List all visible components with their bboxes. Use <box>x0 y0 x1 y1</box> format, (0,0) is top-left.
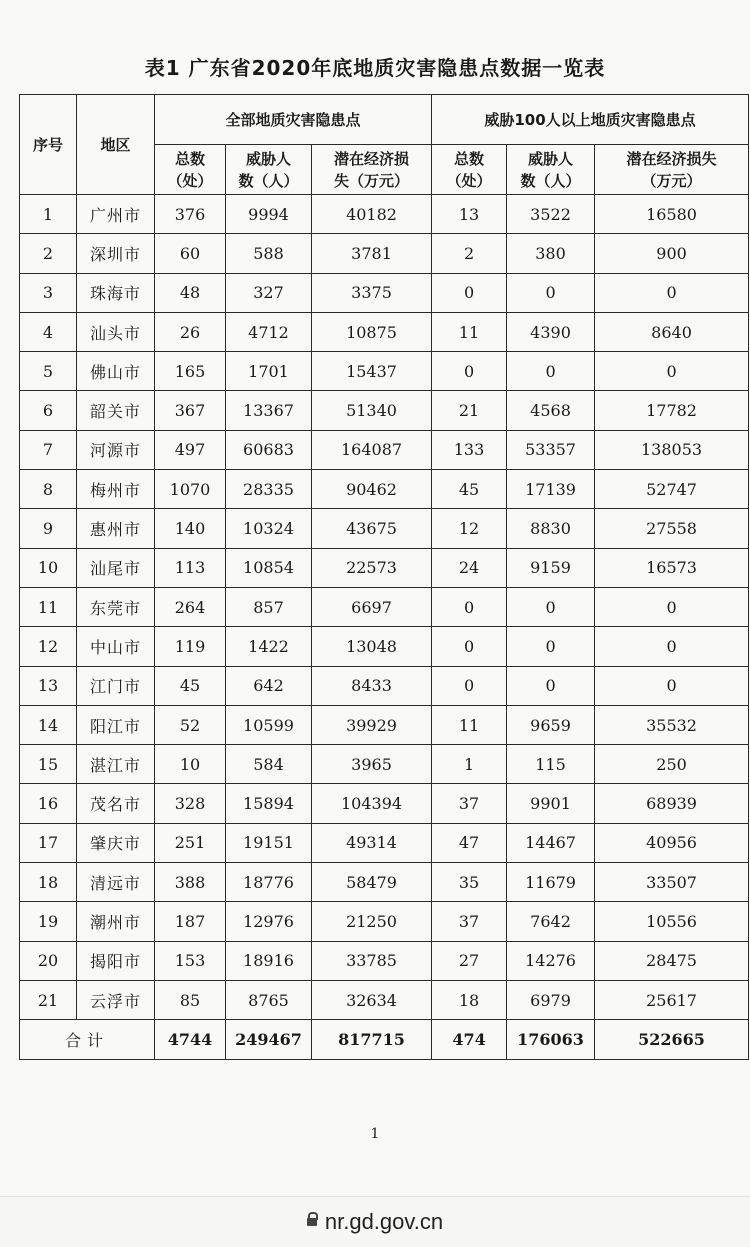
cell-loss-100: 138053 <box>595 430 749 469</box>
cell-count: 119 <box>155 627 226 666</box>
header-count-100: 总数 （处） <box>432 145 507 195</box>
cell-loss-100: 250 <box>595 745 749 784</box>
table-row <box>20 980 749 1019</box>
cell-region: 汕尾市 <box>77 548 155 587</box>
cell-region: 汕头市 <box>77 312 155 351</box>
table-row <box>20 195 749 234</box>
total-loss-100: 522665 <box>595 1020 749 1060</box>
cell-people-100: 380 <box>507 234 595 273</box>
cell-people: 10854 <box>226 548 312 587</box>
cell-loss-100: 52747 <box>595 470 749 509</box>
cell-loss-100: 0 <box>595 587 749 626</box>
cell-count-100: 13 <box>432 195 507 234</box>
cell-count-100: 0 <box>432 627 507 666</box>
cell-count: 367 <box>155 391 226 430</box>
cell-region: 湛江市 <box>77 745 155 784</box>
table-row <box>20 745 749 784</box>
cell-region: 珠海市 <box>77 273 155 312</box>
cell-count: 45 <box>155 666 226 705</box>
cell-loss: 10875 <box>312 312 432 351</box>
cell-people: 60683 <box>226 430 312 469</box>
hazard-data-table <box>19 94 749 1060</box>
cell-region: 潮州市 <box>77 902 155 941</box>
cell-count: 1070 <box>155 470 226 509</box>
cell-count-100: 2 <box>432 234 507 273</box>
cell-region: 云浮市 <box>77 980 155 1019</box>
cell-count-100: 35 <box>432 863 507 902</box>
header-group-all: 全部地质灾害隐患点 <box>155 95 432 145</box>
cell-loss-100: 900 <box>595 234 749 273</box>
cell-people: 584 <box>226 745 312 784</box>
cell-index: 5 <box>20 352 77 391</box>
cell-region: 江门市 <box>77 666 155 705</box>
cell-people-100: 9659 <box>507 705 595 744</box>
cell-loss: 33785 <box>312 941 432 980</box>
header-people: 威胁人 数（人） <box>226 145 312 195</box>
cell-people: 857 <box>226 587 312 626</box>
cell-index: 17 <box>20 823 77 862</box>
cell-index: 20 <box>20 941 77 980</box>
table-row <box>20 823 749 862</box>
cell-index: 1 <box>20 195 77 234</box>
cell-loss: 49314 <box>312 823 432 862</box>
table-row <box>20 312 749 351</box>
cell-people: 10599 <box>226 705 312 744</box>
cell-count: 388 <box>155 863 226 902</box>
total-count-100: 474 <box>432 1020 507 1060</box>
cell-loss-100: 16573 <box>595 548 749 587</box>
cell-people-100: 0 <box>507 627 595 666</box>
cell-count-100: 37 <box>432 784 507 823</box>
cell-loss: 32634 <box>312 980 432 1019</box>
header-loss: 潜在经济损 失（万元） <box>312 145 432 195</box>
cell-region: 广州市 <box>77 195 155 234</box>
cell-people-100: 53357 <box>507 430 595 469</box>
cell-count: 497 <box>155 430 226 469</box>
cell-loss: 13048 <box>312 627 432 666</box>
cell-people: 18776 <box>226 863 312 902</box>
cell-count-100: 47 <box>432 823 507 862</box>
total-row <box>20 1020 749 1060</box>
table-row <box>20 234 749 273</box>
cell-loss-100: 0 <box>595 666 749 705</box>
cell-loss: 8433 <box>312 666 432 705</box>
cell-loss: 3375 <box>312 273 432 312</box>
cell-loss: 43675 <box>312 509 432 548</box>
cell-people-100: 14276 <box>507 941 595 980</box>
cell-count-100: 0 <box>432 273 507 312</box>
cell-count-100: 12 <box>432 509 507 548</box>
cell-count: 10 <box>155 745 226 784</box>
cell-loss: 21250 <box>312 902 432 941</box>
table-row <box>20 627 749 666</box>
table-row <box>20 430 749 469</box>
cell-region: 茂名市 <box>77 784 155 823</box>
cell-people: 15894 <box>226 784 312 823</box>
table-row <box>20 784 749 823</box>
cell-count: 113 <box>155 548 226 587</box>
cell-loss: 39929 <box>312 705 432 744</box>
cell-region: 肇庆市 <box>77 823 155 862</box>
cell-people: 1422 <box>226 627 312 666</box>
cell-index: 13 <box>20 666 77 705</box>
cell-region: 东莞市 <box>77 587 155 626</box>
total-loss: 817715 <box>312 1020 432 1060</box>
cell-people-100: 0 <box>507 666 595 705</box>
cell-people: 28335 <box>226 470 312 509</box>
cell-people: 12976 <box>226 902 312 941</box>
cell-region: 佛山市 <box>77 352 155 391</box>
cell-people-100: 4390 <box>507 312 595 351</box>
cell-loss: 90462 <box>312 470 432 509</box>
cell-people-100: 0 <box>507 587 595 626</box>
cell-count-100: 37 <box>432 902 507 941</box>
cell-region: 揭阳市 <box>77 941 155 980</box>
cell-count: 376 <box>155 195 226 234</box>
cell-index: 12 <box>20 627 77 666</box>
header-group-100: 威胁100人以上地质灾害隐患点 <box>432 95 749 145</box>
table-row <box>20 548 749 587</box>
cell-people: 18916 <box>226 941 312 980</box>
header-count: 总数 （处） <box>155 145 226 195</box>
cell-people-100: 115 <box>507 745 595 784</box>
cell-count: 140 <box>155 509 226 548</box>
cell-index: 19 <box>20 902 77 941</box>
cell-loss-100: 10556 <box>595 902 749 941</box>
cell-region: 梅州市 <box>77 470 155 509</box>
cell-people-100: 3522 <box>507 195 595 234</box>
cell-loss-100: 0 <box>595 273 749 312</box>
header-people-100: 威胁人 数（人） <box>507 145 595 195</box>
cell-people: 9994 <box>226 195 312 234</box>
header-region: 地区 <box>77 95 155 195</box>
cell-loss: 104394 <box>312 784 432 823</box>
cell-people: 1701 <box>226 352 312 391</box>
cell-count-100: 24 <box>432 548 507 587</box>
cell-people: 327 <box>226 273 312 312</box>
cell-people-100: 0 <box>507 352 595 391</box>
cell-count-100: 45 <box>432 470 507 509</box>
cell-index: 10 <box>20 548 77 587</box>
cell-count-100: 133 <box>432 430 507 469</box>
cell-count-100: 11 <box>432 312 507 351</box>
cell-count-100: 0 <box>432 352 507 391</box>
table-row <box>20 470 749 509</box>
cell-region: 深圳市 <box>77 234 155 273</box>
browser-url-bar[interactable] <box>0 1196 750 1247</box>
cell-count-100: 21 <box>432 391 507 430</box>
cell-count-100: 27 <box>432 941 507 980</box>
cell-index: 8 <box>20 470 77 509</box>
cell-people-100: 9901 <box>507 784 595 823</box>
cell-people-100: 6979 <box>507 980 595 1019</box>
cell-index: 16 <box>20 784 77 823</box>
table-row <box>20 391 749 430</box>
cell-region: 韶关市 <box>77 391 155 430</box>
cell-loss: 15437 <box>312 352 432 391</box>
cell-people: 8765 <box>226 980 312 1019</box>
cell-count: 60 <box>155 234 226 273</box>
cell-loss: 58479 <box>312 863 432 902</box>
cell-loss: 6697 <box>312 587 432 626</box>
cell-count: 187 <box>155 902 226 941</box>
header-loss-100: 潜在经济损失 （万元） <box>595 145 749 195</box>
cell-loss: 3965 <box>312 745 432 784</box>
cell-region: 中山市 <box>77 627 155 666</box>
cell-count: 165 <box>155 352 226 391</box>
cell-loss-100: 68939 <box>595 784 749 823</box>
cell-loss-100: 28475 <box>595 941 749 980</box>
cell-people-100: 7642 <box>507 902 595 941</box>
cell-count-100: 18 <box>432 980 507 1019</box>
cell-index: 4 <box>20 312 77 351</box>
cell-count: 26 <box>155 312 226 351</box>
cell-region: 惠州市 <box>77 509 155 548</box>
cell-index: 6 <box>20 391 77 430</box>
cell-index: 15 <box>20 745 77 784</box>
cell-people: 19151 <box>226 823 312 862</box>
cell-region: 阳江市 <box>77 705 155 744</box>
cell-loss-100: 17782 <box>595 391 749 430</box>
table-row <box>20 587 749 626</box>
table-row <box>20 273 749 312</box>
cell-people-100: 4568 <box>507 391 595 430</box>
cell-count-100: 11 <box>432 705 507 744</box>
cell-loss-100: 27558 <box>595 509 749 548</box>
cell-people: 4712 <box>226 312 312 351</box>
cell-loss: 51340 <box>312 391 432 430</box>
table-row <box>20 509 749 548</box>
cell-loss-100: 33507 <box>595 863 749 902</box>
total-count: 4744 <box>155 1020 226 1060</box>
cell-count: 153 <box>155 941 226 980</box>
table-body <box>20 195 749 1020</box>
cell-loss: 40182 <box>312 195 432 234</box>
url-display[interactable] <box>0 1209 750 1235</box>
cell-index: 21 <box>20 980 77 1019</box>
table-row <box>20 666 749 705</box>
cell-people: 13367 <box>226 391 312 430</box>
cell-people-100: 11679 <box>507 863 595 902</box>
cell-index: 9 <box>20 509 77 548</box>
cell-loss: 164087 <box>312 430 432 469</box>
cell-count-100: 0 <box>432 666 507 705</box>
cell-count: 328 <box>155 784 226 823</box>
cell-people-100: 14467 <box>507 823 595 862</box>
cell-count: 251 <box>155 823 226 862</box>
table-row <box>20 352 749 391</box>
cell-loss: 3781 <box>312 234 432 273</box>
cell-count-100: 0 <box>432 587 507 626</box>
cell-people-100: 17139 <box>507 470 595 509</box>
cell-people: 588 <box>226 234 312 273</box>
cell-loss-100: 25617 <box>595 980 749 1019</box>
cell-index: 2 <box>20 234 77 273</box>
cell-loss-100: 16580 <box>595 195 749 234</box>
lock-icon <box>307 1218 317 1226</box>
table-row <box>20 863 749 902</box>
cell-count-100: 1 <box>432 745 507 784</box>
cell-count: 52 <box>155 705 226 744</box>
cell-loss-100: 8640 <box>595 312 749 351</box>
cell-index: 3 <box>20 273 77 312</box>
total-label: 合计 <box>20 1020 155 1060</box>
cell-index: 18 <box>20 863 77 902</box>
cell-count: 48 <box>155 273 226 312</box>
url-text: nr.gd.gov.cn <box>324 1209 444 1234</box>
table-row <box>20 941 749 980</box>
header-index: 序号 <box>20 95 77 195</box>
cell-loss-100: 0 <box>595 352 749 391</box>
cell-count: 85 <box>155 980 226 1019</box>
table-row <box>20 705 749 744</box>
table-title: 表1 广东省2020年底地质灾害隐患点数据一览表 <box>144 56 606 80</box>
cell-index: 11 <box>20 587 77 626</box>
cell-count: 264 <box>155 587 226 626</box>
page-number: 1 <box>370 1126 380 1142</box>
cell-people-100: 9159 <box>507 548 595 587</box>
cell-people-100: 0 <box>507 273 595 312</box>
cell-loss-100: 35532 <box>595 705 749 744</box>
cell-index: 7 <box>20 430 77 469</box>
table-row <box>20 902 749 941</box>
cell-people: 642 <box>226 666 312 705</box>
cell-people-100: 8830 <box>507 509 595 548</box>
total-people: 249467 <box>226 1020 312 1060</box>
cell-region: 清远市 <box>77 863 155 902</box>
cell-people: 10324 <box>226 509 312 548</box>
cell-loss-100: 0 <box>595 627 749 666</box>
cell-region: 河源市 <box>77 430 155 469</box>
cell-loss: 22573 <box>312 548 432 587</box>
cell-loss-100: 40956 <box>595 823 749 862</box>
cell-index: 14 <box>20 705 77 744</box>
total-people-100: 176063 <box>507 1020 595 1060</box>
